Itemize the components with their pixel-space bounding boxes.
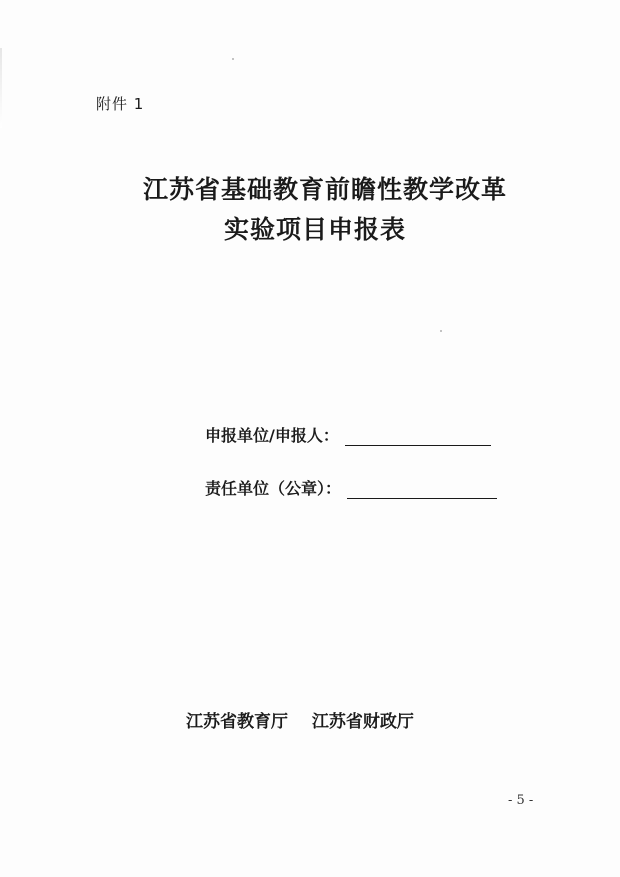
scan-speck bbox=[440, 330, 442, 332]
attachment-label: 附件 1 bbox=[96, 95, 145, 113]
issuer-finance-department: 江苏省财政厅 bbox=[311, 712, 414, 732]
applicant-field-label: 申报单位/申报人： bbox=[205, 426, 339, 445]
issuer-education-department: 江苏省教育厅 bbox=[186, 712, 288, 732]
issuing-authorities bbox=[186, 707, 414, 732]
responsible-unit-field bbox=[205, 479, 497, 499]
page-number: - 5 - bbox=[508, 793, 534, 808]
responsible-unit-blank-line[interactable] bbox=[347, 482, 497, 499]
title-line-1: 江苏省基础教育前瞻性教学改革 bbox=[142, 175, 507, 204]
scan-edge-shadow bbox=[0, 48, 2, 128]
applicant-blank-line[interactable] bbox=[345, 429, 491, 446]
scan-speck bbox=[232, 58, 234, 60]
document-title bbox=[0, 170, 620, 250]
title-line-2: 实验项目申报表 bbox=[223, 215, 406, 244]
applicant-field bbox=[205, 426, 491, 446]
responsible-unit-field-label: 责任单位（公章）： bbox=[205, 479, 342, 498]
